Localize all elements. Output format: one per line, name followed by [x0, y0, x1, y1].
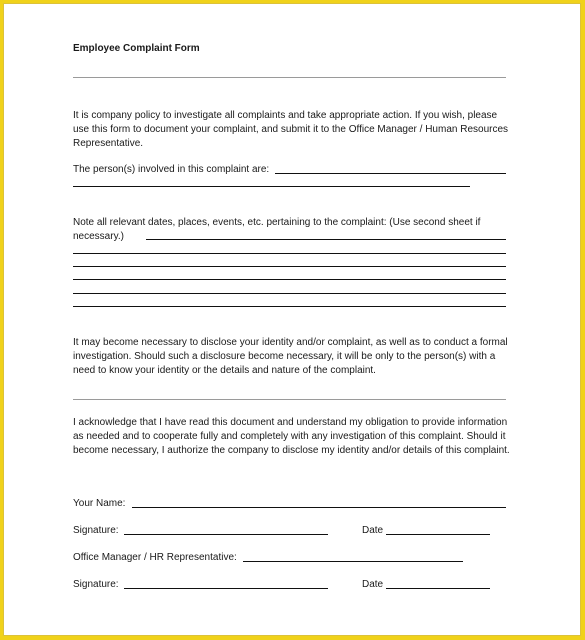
notes-label-line-2: necessary.) [73, 231, 124, 242]
date-label: Date [362, 525, 384, 536]
manager-field[interactable] [243, 561, 463, 562]
your-name-label: Your Name: [73, 498, 126, 509]
notes-field-line-5[interactable] [73, 293, 506, 294]
notes-field-line-2[interactable] [73, 253, 506, 254]
notes-field-line-4[interactable] [73, 279, 506, 280]
disclosure-paragraph: It may become necessary to disclose your identity and/or complaint, as well as to conduct a formal investigation. Should such a disclosure become necessary, it will be only to the person(s) with a need to know your identity or the details and nature of the complaint. [73, 337, 508, 376]
date-field[interactable] [386, 534, 490, 535]
notes-field-line-6[interactable] [73, 306, 506, 307]
title-divider [73, 77, 506, 78]
notes-field-line-1[interactable] [146, 239, 506, 240]
intro-paragraph: It is company policy to investigate all complaints and take appropriate action. If you wish, please use this form to document your complaint, and submit it to the Office Manager / Human Resources Representative. [73, 110, 509, 149]
signature-2-label: Signature: [73, 579, 119, 590]
persons-label: The person(s) involved in this complaint are: [73, 164, 270, 175]
signature-label: Signature: [73, 525, 119, 536]
date-2-field[interactable] [386, 588, 490, 589]
acknowledge-paragraph: I acknowledge that I have read this document and understand my obligation to provide information as needed and to cooperate fully and completely with any investigation of this complaint. Should it become necessary, I authorize the company to disclose my identity and/or details of this complaint. [73, 417, 510, 456]
date-2-label: Date [362, 579, 384, 590]
notes-label-line-1: Note all relevant dates, places, events, etc. pertaining to the complaint: (Use second sheet if [73, 217, 481, 228]
notes-field-line-3[interactable] [73, 266, 506, 267]
manager-label: Office Manager / HR Representative: [73, 552, 237, 563]
persons-field-line-2[interactable] [73, 186, 470, 187]
signature-2-field[interactable] [124, 588, 328, 589]
form-title: Employee Complaint Form [73, 43, 200, 54]
persons-field[interactable] [275, 173, 506, 174]
your-name-field[interactable] [132, 507, 506, 508]
signature-field[interactable] [124, 534, 328, 535]
section-divider [73, 399, 506, 400]
form-page [3, 3, 581, 636]
